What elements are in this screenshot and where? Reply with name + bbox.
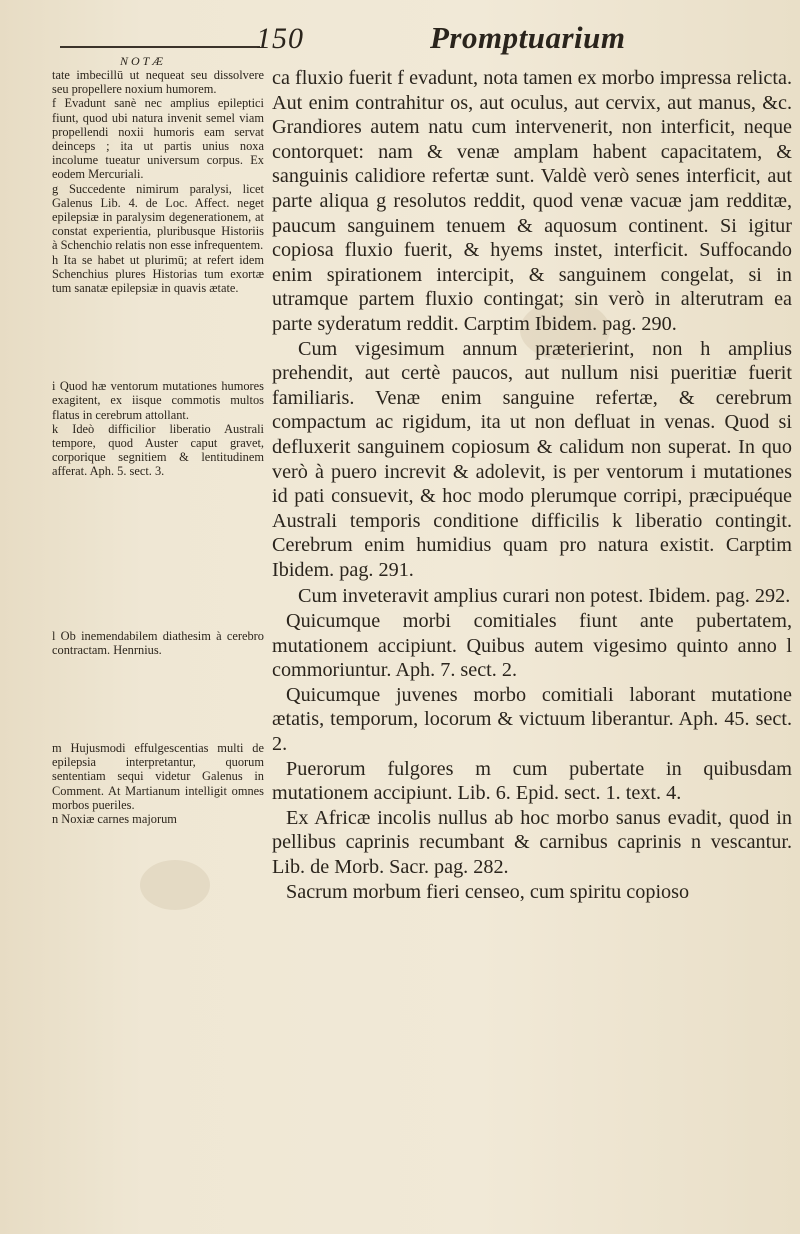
margin-note: m Hujusmodi effulgescentias multi de epilepsia interpretantur, quorum sententiam sequi videtur Galenus in Comment. At Martianum intelligit omnes morbos pueriles.: [52, 741, 264, 812]
margin-note: i Quod hæ ventorum mutationes humores exagitent, ex iisque commotis multos flatus in cerebrum attollant.: [52, 379, 264, 422]
margin-notes-column: [52, 68, 264, 826]
body-paragraph: Cum vigesimum annum præterierint, non h amplius prehendit, aut certè paucos, aut nullum nisi pueritiæ fuerit familiaris. Venæ enim sanguine refertæ, & cerebrum compactum ac rigidum, ita ut non defluat in venas. Quod si defluxerit sanguinem copiosum & calidum non superat. In quo verò à puero increvit & adolevit, is per ventorum i mutationes id pati consuevit, & hoc modo plerumque corripi, præcipuéque Australi temporis conditione difficilis k liberatio contingit. Cerebrum enim humidius quam pro natura existit. Carptim Ibidem. pag. 291.: [272, 337, 792, 581]
page-header: [48, 18, 788, 58]
body-paragraph: Puerorum fulgores m cum pubertate in quibusdam mutationem accipiunt. Lib. 6. Epid. sect. 1. text. 4.: [272, 757, 792, 805]
page-number: 150: [256, 22, 304, 55]
body-paragraph: Quicumque juvenes morbo comitiali laborant mutatione ætatis, temporum, locorum & victuum liberantur. Aph. 45. sect. 2.: [272, 683, 792, 756]
margin-note: g Succedente nimirum paralysi, licet Galenus Lib. 4. de Loc. Affect. neget epilepsiæ in paralysim degenerationem, at constat experientia, pluribusque Historiis à Schenchio relatis non esse infrequentem.: [52, 181, 264, 253]
margin-note: f Evadunt sanè nec amplius epileptici fiunt, quod ubi natura invenit semel viam propellendi noxii humoris eam servat deinceps ; ita ut partis unius noxa incolume tueatur universum corpus. Ex eodem Mercuriali.: [52, 96, 264, 182]
margin-note: tate imbecillū ut nequeat seu dissolvere seu propellere noxium humorem.: [52, 68, 264, 97]
body-paragraph: Cum inveteravit amplius curari non potest. Ibidem. pag. 292.: [298, 585, 791, 608]
margin-note: k Ideò difficilior liberatio Australi tempore, quod Auster caput gravet, corporique segnitiem & lentitudinem afferat. Aph. 5. sect. 3.: [52, 421, 264, 479]
body-paragraph: Sacrum morbum fieri censeo, cum spiritu copioso: [286, 880, 690, 903]
notes-heading: NOTÆ: [120, 54, 167, 68]
paper-stain: [140, 860, 210, 910]
main-text-column: [272, 66, 792, 904]
body-paragraph: Quicumque morbi comitiales fiunt ante pubertatem, mutationem accipiunt. Quibus autem vigesimo quinto anno l commoriuntur. Aph. 7. sect. 2.: [272, 610, 792, 682]
running-head: Promptuarium: [430, 20, 626, 55]
header-rule: [60, 46, 260, 48]
margin-note: h Ita se habet ut plurimū; at refert idem Schenchius plures Historias tum exortæ tum sanatæ epilepsiæ in quavis ætate.: [52, 252, 264, 296]
margin-note: n Noxiæ carnes majorum: [52, 812, 177, 827]
margin-note: l Ob inemendabilem diathesim à cerebro contractam. Henrnius.: [52, 628, 264, 657]
body-paragraph: Ex Africæ incolis nullus ab hoc morbo sanus evadit, quod in pellibus caprinis recumbant & carnibus caprinis n vescantur. Lib. de Morb. Sacr. pag. 282.: [272, 806, 792, 878]
body-paragraph: ca fluxio fuerit f evadunt, nota tamen ex morbo impressa relicta. Aut enim contrahitur os, aut oculus, aut cervix, aut manus, &c. Grandiores autem natu cum intervenerit, non interficit, neque contorquet: nam & venæ amplam habent capacitatem, & sanguinis calidiore refertæ sunt. Valdè verò senes interficit, aut parte aliqua g resolutos reddit, quod venæ vacuæ jam redditæ, paucum sanguinem tenuem & aquosum continent. Si igitur copiosa fluxio fuerit, & hyems instet, interficit. Suffocando enim spirationem intercipit, & sanguinem congelat, si in utramque partem fluxio contingat; sin verò in alterutram ea parte syderatum reddit. Carptim Ibidem. pag. 290.: [272, 67, 792, 335]
